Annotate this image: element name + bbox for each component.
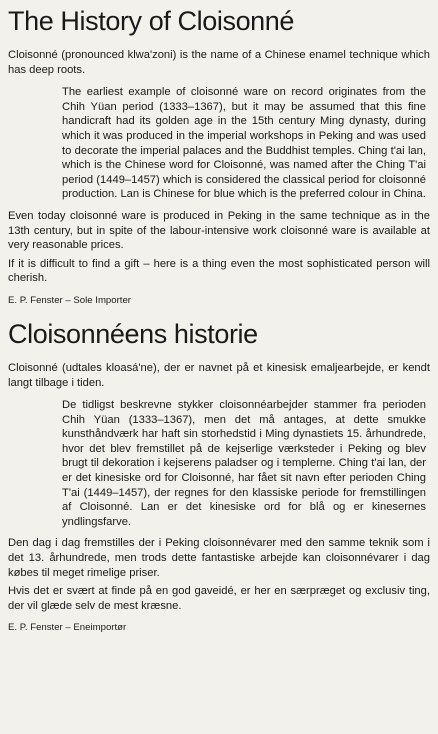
danish-section <box>8 317 430 635</box>
english-today-paragraph: Even today cloisonné ware is produced in Peking in the same technique as in the 13th century, but in spite of the labour-intensive work cloisonné ware is available at very reasonable prices. <box>8 209 430 252</box>
english-gift-paragraph: If it is difficult to find a gift – here is a thing even the most sophisticated person will cherish. <box>8 257 430 285</box>
english-signature: E. P. Fenster – Sole Importer <box>8 294 131 306</box>
danish-history-paragraph: De tidligst beskrevne stykker cloisonnéarbejder stammer fra perioden Chih Yüan (1333–1367), men det må antages, at dette smukke kunsthåndværk har haft sin storhedstid i Ming dynastiets 15. århundrede, hvor det blev fremstillet på de kejserlige værksteder i Peking og blev brugt til dekoration i kejserens paladser og i templerne. Ching t'ai lan, der er det kinesiske ord for Cloisonné, har fået sit navn efter perioden Ching T'ai (1449–1457), der regnes for den klassiske periode for fremstillingen af Cloisonné. Lan er det kinesiske ord for blå og er kinesernes yndlingsfarve. <box>62 399 426 528</box>
danish-signature: E. P. Fenster – Eneimportør <box>8 622 127 634</box>
danish-today-paragraph: Den dag i dag fremstilles der i Peking cloisonnévarer med den samme teknik som i det 13. århundrede, men trods dette fantastiske arbejde kan cloisonnévarer i dag købes til meget rimelige priser. <box>8 537 430 579</box>
danish-gift-paragraph: Hvis det er svært at finde på en god gaveidé, er her en særpræget og exclusiv ting, der vil glæde selv de mest kræsne. <box>8 585 430 612</box>
english-section <box>8 4 430 307</box>
english-title: The History of Cloisonné <box>8 6 295 36</box>
danish-intro: Cloisonné (udtales kloasá'ne), der er navnet på et kinesisk emaljearbejde, er kendt langt tilbage i tiden. <box>8 361 430 389</box>
danish-title: Cloisonnéens historie <box>8 318 258 349</box>
english-intro: Cloisonné (pronounced klwa'zoni) is the name of a Chinese enamel technique which has deep roots. <box>8 49 430 76</box>
english-history-paragraph: The earliest example of cloisonné ware on record originates from the Chih Yüan period (1333–1367), but it may be assumed that this fine handicraft had its golden age in the 15th century Ming dynasty, during which it was produced in the imperial workshops in Peking and was used to decorate the imperial palaces and the Buddhist temples. Ching t'ai lan, which is the Chinese word for Cloisonné, was named after the Ching T'ai period (1449–1457) which is considered the classical period for cloisonné production. Lan is Chinese for blue which is the preferred colour in China. <box>62 86 426 201</box>
